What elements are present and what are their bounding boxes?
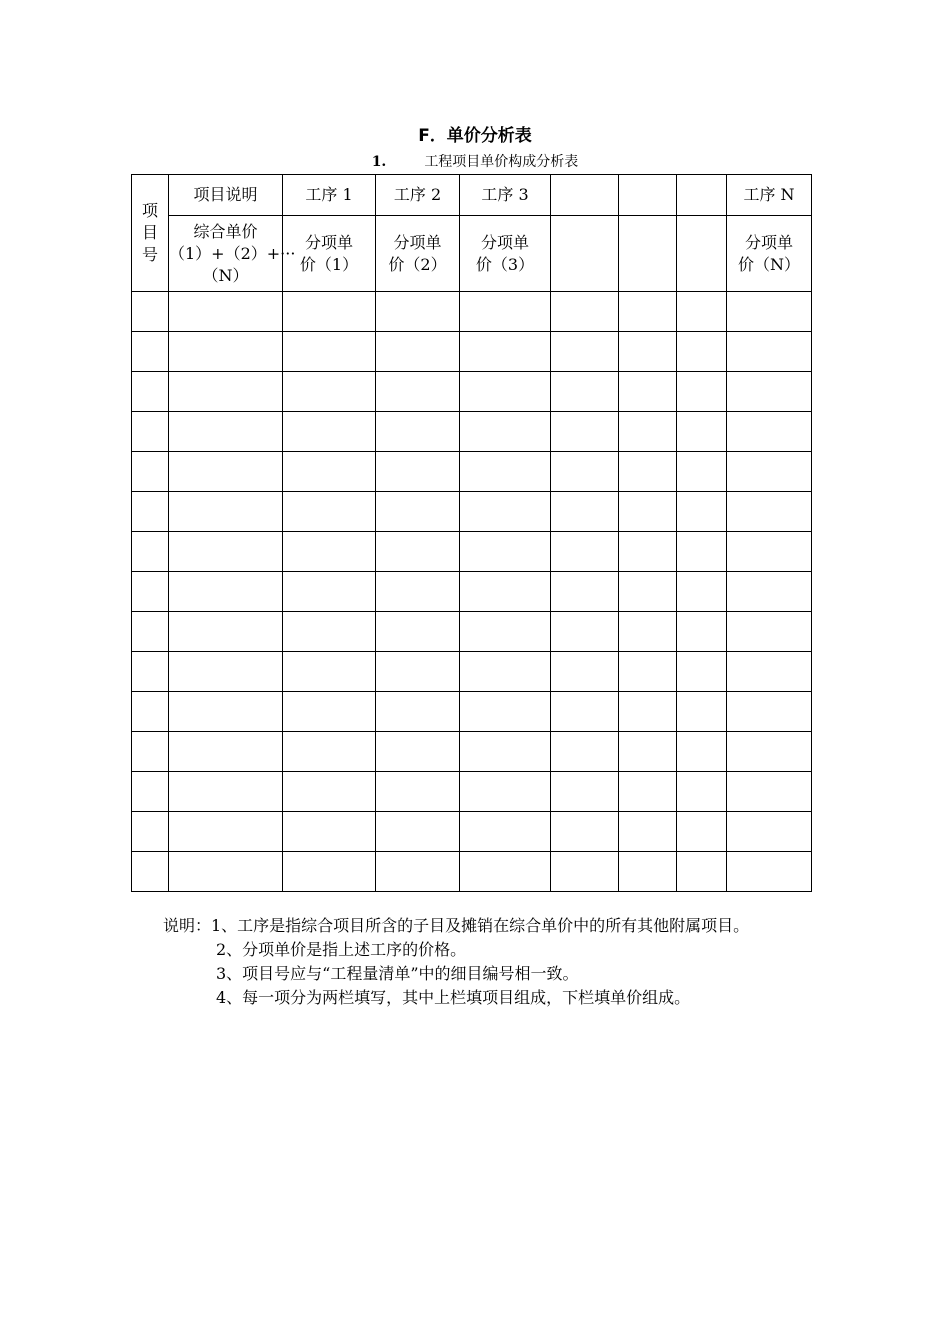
- table-cell[interactable]: [677, 532, 727, 572]
- table-cell[interactable]: [551, 532, 619, 572]
- table-cell[interactable]: [551, 292, 619, 332]
- notes-section: [163, 914, 813, 1010]
- unit-price-3: [460, 216, 551, 292]
- subtitle-text: 工程项目单价构成分析表: [424, 154, 579, 170]
- table-row: [132, 692, 812, 732]
- table-row: [132, 652, 812, 692]
- table-cell[interactable]: [551, 652, 619, 692]
- table-cell[interactable]: [283, 532, 376, 572]
- note-line-2: 2、分项单价是指上述工序的价格。: [216, 940, 467, 959]
- table-cell[interactable]: [551, 732, 619, 772]
- table-row: [132, 772, 812, 812]
- table-cell[interactable]: [132, 372, 169, 412]
- unit-price-line: 分项单: [304, 232, 353, 252]
- table-cell[interactable]: [460, 332, 551, 372]
- table-row: [132, 532, 812, 572]
- table-cell[interactable]: [169, 412, 283, 452]
- unit-price-line: 价（1）: [299, 254, 359, 274]
- table-row: [132, 812, 812, 852]
- table-cell[interactable]: [727, 332, 812, 372]
- table-cell[interactable]: [283, 332, 376, 372]
- table-cell[interactable]: [376, 572, 460, 612]
- table-cell[interactable]: [727, 732, 812, 772]
- table-cell[interactable]: [460, 452, 551, 492]
- table-cell[interactable]: [727, 532, 812, 572]
- composite-line: （N）: [202, 265, 249, 285]
- table-cell[interactable]: [727, 772, 812, 812]
- header-process-blank: [677, 175, 727, 216]
- table-cell[interactable]: [677, 772, 727, 812]
- header-item-description: 项目说明: [169, 175, 283, 216]
- table-cell[interactable]: [677, 412, 727, 452]
- header-process-blank: [619, 175, 677, 216]
- table-cell[interactable]: [132, 412, 169, 452]
- page-title: F．单价分析表: [418, 126, 532, 146]
- table-cell[interactable]: [727, 412, 812, 452]
- unit-price-2: [376, 216, 460, 292]
- header-process-blank: [551, 175, 619, 216]
- unit-price-blank: [677, 216, 727, 292]
- table-cell[interactable]: [169, 452, 283, 492]
- table-row: [132, 732, 812, 772]
- table-cell[interactable]: [283, 452, 376, 492]
- unit-price-n: [727, 216, 812, 292]
- unit-price-line: 价（2）: [388, 254, 447, 274]
- table-cell[interactable]: [376, 692, 460, 732]
- table-cell[interactable]: [169, 572, 283, 612]
- table-cell[interactable]: [460, 612, 551, 652]
- table-cell[interactable]: [619, 532, 677, 572]
- table-cell[interactable]: [460, 652, 551, 692]
- table-cell[interactable]: [551, 852, 619, 892]
- table-cell[interactable]: [551, 612, 619, 652]
- table-cell[interactable]: [619, 492, 677, 532]
- table-cell[interactable]: [169, 532, 283, 572]
- table-cell[interactable]: [169, 492, 283, 532]
- table-cell[interactable]: [132, 452, 169, 492]
- table-cell[interactable]: [169, 652, 283, 692]
- table-cell[interactable]: [169, 332, 283, 372]
- header-process-1: 工序 1: [283, 175, 376, 216]
- table-cell[interactable]: [551, 372, 619, 412]
- table-cell[interactable]: [132, 852, 169, 892]
- table-cell[interactable]: [677, 852, 727, 892]
- header-process-2: 工序 2: [376, 175, 460, 216]
- table-cell[interactable]: [677, 492, 727, 532]
- table-cell[interactable]: [727, 692, 812, 732]
- table-cell[interactable]: [551, 412, 619, 452]
- table-cell[interactable]: [619, 812, 677, 852]
- composite-line: （1）+（2）+···: [169, 243, 296, 263]
- item-number-char: 目: [141, 223, 158, 242]
- table-cell[interactable]: [619, 772, 677, 812]
- subtitle-number: 1.: [371, 154, 387, 170]
- table-cell[interactable]: [460, 532, 551, 572]
- table-cell[interactable]: [551, 692, 619, 732]
- table-cell[interactable]: [283, 372, 376, 412]
- table-cell[interactable]: [677, 692, 727, 732]
- table-cell[interactable]: [376, 732, 460, 772]
- composite-unit-price-cell: [169, 216, 296, 292]
- table-cell[interactable]: [551, 332, 619, 372]
- table-cell[interactable]: [551, 812, 619, 852]
- table-cell[interactable]: [132, 492, 169, 532]
- table-cell[interactable]: [132, 812, 169, 852]
- table-cell[interactable]: [619, 372, 677, 412]
- table-cell[interactable]: [169, 852, 283, 892]
- table-cell[interactable]: [376, 412, 460, 452]
- table-cell[interactable]: [283, 852, 376, 892]
- table-cell[interactable]: [460, 372, 551, 412]
- item-number-char: 项: [141, 201, 158, 220]
- table-row: [132, 412, 812, 452]
- table-cell[interactable]: [551, 772, 619, 812]
- unit-price-line: 分项单: [744, 232, 793, 252]
- item-number-char: 号: [141, 245, 158, 264]
- table-cell[interactable]: [677, 812, 727, 852]
- table-cell[interactable]: [376, 372, 460, 412]
- table-cell[interactable]: [132, 332, 169, 372]
- table-cell[interactable]: [677, 732, 727, 772]
- table-cell[interactable]: [376, 532, 460, 572]
- table-cell[interactable]: [283, 732, 376, 772]
- unit-price-blank: [619, 216, 677, 292]
- table-cell[interactable]: [376, 812, 460, 852]
- table-row: [132, 332, 812, 372]
- table-cell[interactable]: [283, 692, 376, 732]
- table-cell[interactable]: [460, 692, 551, 732]
- table-cell[interactable]: [169, 692, 283, 732]
- unit-price-line: 分项单: [480, 232, 529, 252]
- table-cell[interactable]: [376, 612, 460, 652]
- table-cell[interactable]: [376, 772, 460, 812]
- table-cell[interactable]: [619, 452, 677, 492]
- table-cell[interactable]: [727, 492, 812, 532]
- table-cell[interactable]: [677, 612, 727, 652]
- table-cell[interactable]: [619, 292, 677, 332]
- table-cell[interactable]: [169, 612, 283, 652]
- table-cell[interactable]: [677, 332, 727, 372]
- table-cell[interactable]: [619, 412, 677, 452]
- table-row: [132, 572, 812, 612]
- table-subtitle: [0, 152, 950, 172]
- table-cell[interactable]: [727, 292, 812, 332]
- table-cell[interactable]: [132, 532, 169, 572]
- header-row-unit-prices: [132, 216, 812, 292]
- note-line-3: 3、项目号应与“工程量清单”中的细目编号相一致。: [216, 964, 579, 983]
- item-number-header: [132, 175, 169, 292]
- table-row: [132, 452, 812, 492]
- table-cell[interactable]: [460, 732, 551, 772]
- header-row-processes: [132, 175, 812, 216]
- table-cell[interactable]: [376, 332, 460, 372]
- note-line-1: 说明：1、工序是指综合项目所含的子目及摊销在综合单价中的所有其他附属项目。: [163, 916, 750, 935]
- table-row: [132, 292, 812, 332]
- table-cell[interactable]: [727, 372, 812, 412]
- table-cell[interactable]: [727, 812, 812, 852]
- table-cell[interactable]: [169, 732, 283, 772]
- table-cell[interactable]: [619, 692, 677, 732]
- unit-price-line: 价（N）: [737, 254, 800, 274]
- table-cell[interactable]: [460, 292, 551, 332]
- table-cell[interactable]: [619, 652, 677, 692]
- table-cell[interactable]: [283, 292, 376, 332]
- table-cell[interactable]: [677, 652, 727, 692]
- table-cell[interactable]: [376, 492, 460, 532]
- unit-price-blank: [551, 216, 619, 292]
- table-cell[interactable]: [132, 772, 169, 812]
- table-cell[interactable]: [132, 652, 169, 692]
- table-cell[interactable]: [283, 412, 376, 452]
- table-cell[interactable]: [619, 332, 677, 372]
- note-line-4: 4、每一项分为两栏填写，其中上栏填项目组成，下栏填单价组成。: [216, 988, 691, 1007]
- composite-line: 综合单价: [193, 221, 258, 241]
- table-cell[interactable]: [727, 572, 812, 612]
- table-cell[interactable]: [619, 852, 677, 892]
- table-cell[interactable]: [677, 372, 727, 412]
- table-cell[interactable]: [169, 812, 283, 852]
- table-cell[interactable]: [460, 852, 551, 892]
- table-cell[interactable]: [677, 572, 727, 612]
- table-cell[interactable]: [283, 652, 376, 692]
- table-cell[interactable]: [376, 292, 460, 332]
- table-cell[interactable]: [551, 492, 619, 532]
- table-cell[interactable]: [376, 452, 460, 492]
- table-cell[interactable]: [132, 292, 169, 332]
- unit-price-line: 价（3）: [475, 254, 535, 274]
- table-cell[interactable]: [283, 812, 376, 852]
- table-cell[interactable]: [132, 612, 169, 652]
- table-cell[interactable]: [283, 612, 376, 652]
- table-cell[interactable]: [460, 812, 551, 852]
- table-cell[interactable]: [460, 412, 551, 452]
- table-row: [132, 492, 812, 532]
- table-cell[interactable]: [132, 572, 169, 612]
- table-cell[interactable]: [551, 452, 619, 492]
- unit-price-1: [283, 216, 376, 292]
- table-cell[interactable]: [376, 852, 460, 892]
- table-cell[interactable]: [677, 452, 727, 492]
- table-cell[interactable]: [727, 612, 812, 652]
- table-cell[interactable]: [727, 852, 812, 892]
- header-process-3: 工序 3: [460, 175, 551, 216]
- table-cell[interactable]: [727, 452, 812, 492]
- table-cell[interactable]: [460, 572, 551, 612]
- table-cell[interactable]: [677, 292, 727, 332]
- table-cell[interactable]: [460, 772, 551, 812]
- unit-price-line: 分项单: [393, 232, 442, 252]
- table-cell[interactable]: [169, 372, 283, 412]
- table-cell[interactable]: [727, 652, 812, 692]
- table-cell[interactable]: [132, 692, 169, 732]
- table-cell[interactable]: [619, 732, 677, 772]
- table-cell[interactable]: [283, 492, 376, 532]
- table-cell[interactable]: [619, 572, 677, 612]
- table-cell[interactable]: [551, 572, 619, 612]
- table-cell[interactable]: [169, 772, 283, 812]
- table-cell[interactable]: [283, 572, 376, 612]
- table-cell[interactable]: [460, 492, 551, 532]
- table-row: [132, 612, 812, 652]
- table-cell[interactable]: [132, 732, 169, 772]
- unit-price-analysis-table: [131, 174, 812, 892]
- table-row: [132, 372, 812, 412]
- table-cell[interactable]: [619, 612, 677, 652]
- table-cell[interactable]: [283, 772, 376, 812]
- table-row: [132, 852, 812, 892]
- table-cell[interactable]: [169, 292, 283, 332]
- header-process-n: 工序 N: [727, 175, 812, 216]
- table-cell[interactable]: [376, 652, 460, 692]
